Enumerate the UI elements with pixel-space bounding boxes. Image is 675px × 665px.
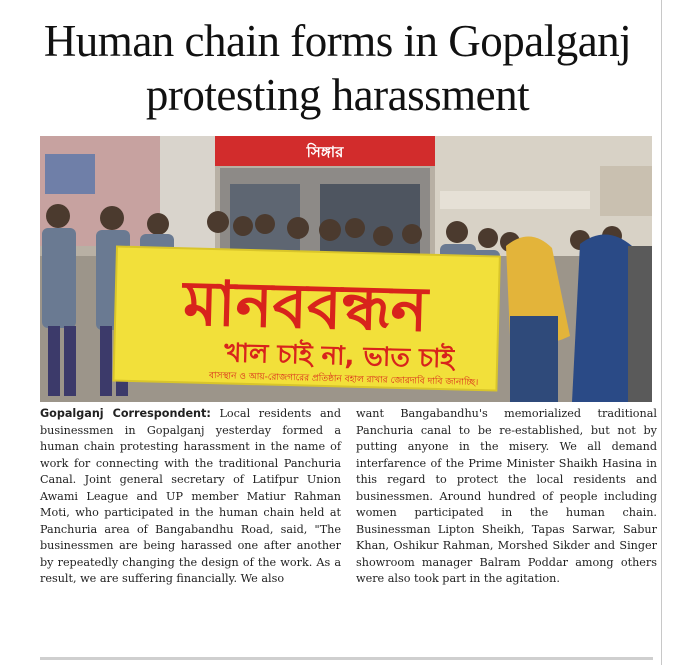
left-sign bbox=[45, 154, 95, 194]
headline bbox=[0, 14, 675, 122]
article-text-column-1: Local residents and businessmen in Gopalganj yesterday formed a human chain protesting harassment in the name of work for connecting with the traditional Panchuria Canal. Joint general secretary of Latifpur Union Awami League and UP member Matiur Rahman Moti, who participated in the human chain held at Panchuria area of Bangabandhu Road, said, "The businessmen are being harassed one after another by repeatedly changing the design of the work. As a result, we are suffering financially. We also bbox=[40, 407, 341, 585]
banner-title: মানববন্ধন bbox=[182, 266, 429, 346]
shop-sign-text: সিঙ্গার bbox=[306, 143, 344, 161]
right-sign bbox=[600, 166, 652, 216]
man-right-edge bbox=[628, 246, 652, 402]
banner-slogan: খাল চাই না, ভাত চাই bbox=[223, 338, 455, 375]
headline-line-1: Human chain forms in Gopalganj bbox=[43, 16, 632, 66]
article-text-column-2: want Bangabandhu's memorialized traditional Panchuria canal to be re-established, but not by putting anyone in the misery. We all demand interfarence of the Prime Minister Shaikh Hasina in this regard to protect the local residents and businessmen. Around hundred of people including women participated in the human chain. Businessman Lipton Sheikh, Tapas Sarwar, Sabur Khan, Oshikur Rahman, Morshed Sikder and Singer showroom manager Balram Poddar among others were also took part in the agitation. bbox=[356, 407, 657, 585]
right-building-sign bbox=[440, 191, 590, 209]
woman-yellow-dress bbox=[510, 316, 558, 402]
article-column-1 bbox=[40, 406, 341, 588]
news-photo bbox=[40, 136, 652, 402]
banner-subtext: বাসস্থান ও আয়-রোজগারের প্রতিষ্ঠান বহাল রাখার জোরদাবি দাবি জানাচ্ছি। bbox=[208, 370, 479, 389]
article-column-2 bbox=[356, 406, 657, 588]
column-divider bbox=[661, 0, 662, 665]
bottom-rule bbox=[40, 657, 653, 660]
protest-banner bbox=[114, 247, 500, 391]
headline-line-2: protesting harassment bbox=[145, 70, 530, 120]
protest-scene bbox=[40, 136, 652, 402]
byline: Gopalganj Correspondent: bbox=[40, 407, 211, 420]
shop-window-right bbox=[320, 184, 420, 254]
